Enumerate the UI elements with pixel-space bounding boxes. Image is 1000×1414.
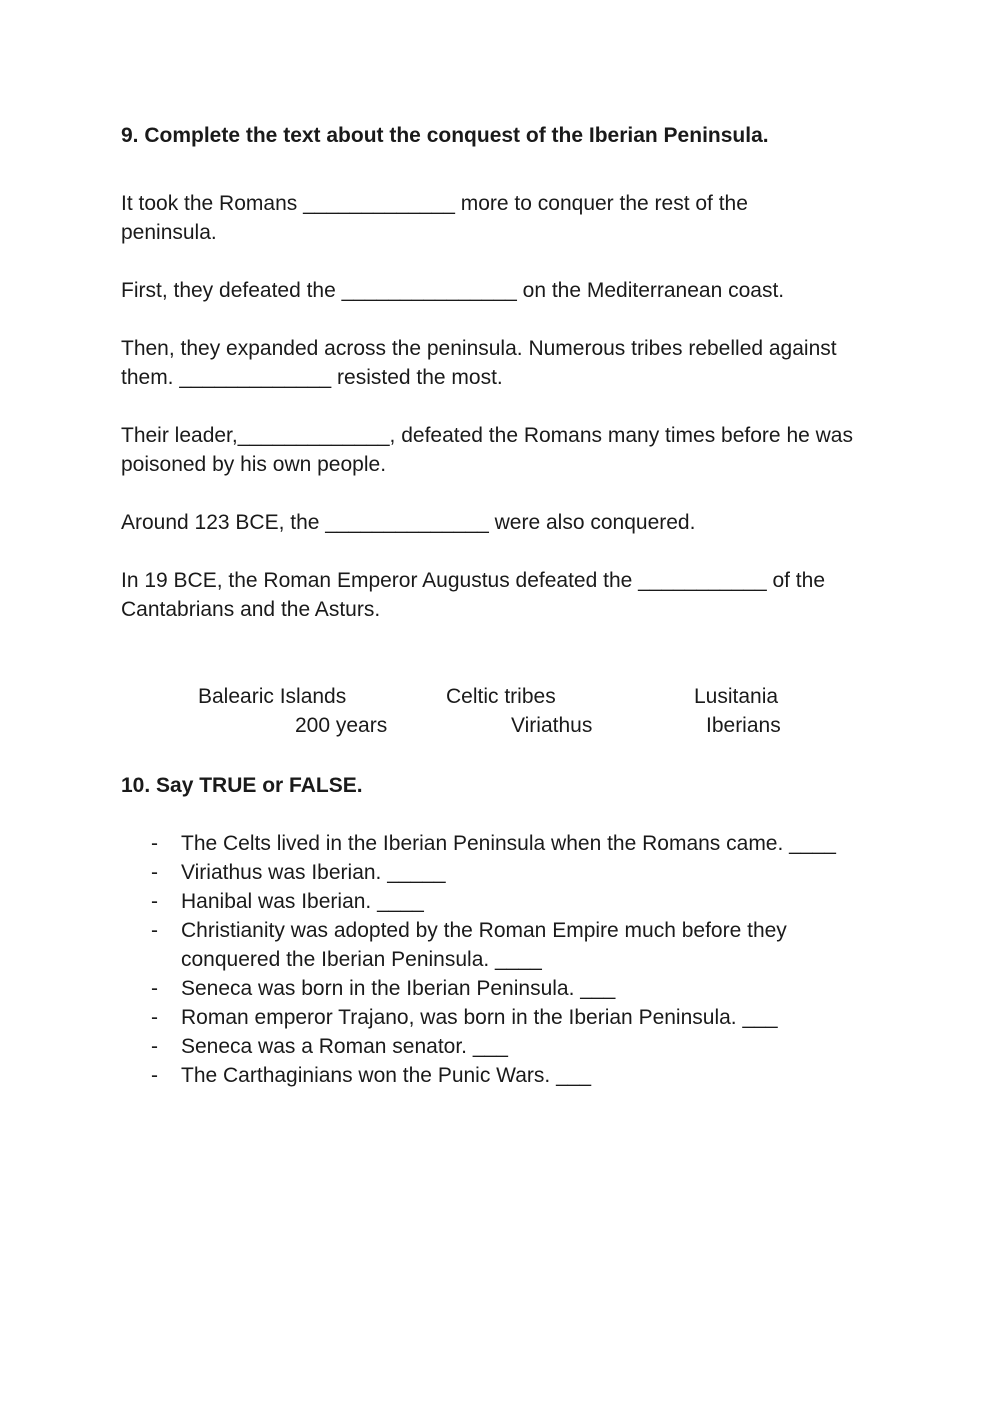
section9-title: 9. Complete the text about the conquest of the Iberian Peninsula.: [121, 124, 769, 147]
word-bank-item: Celtic tribes: [446, 685, 556, 708]
word-bank-item: Lusitania: [694, 685, 779, 708]
section9-sentence-6: In 19 BCE, the Roman Emperor Augustus defeated the ___________ of the Cantabrians and the Asturs.: [121, 569, 825, 621]
word-bank-item: Viriathus: [511, 714, 593, 737]
worksheet-content: [121, 121, 881, 1090]
section9-sentence-3: Then, they expanded across the peninsula. Numerous tribes rebelled against them. _____________ resisted the most.: [121, 337, 837, 389]
word-bank: [121, 682, 881, 742]
true-false-item: - Seneca was born in the Iberian Peninsula. ___: [151, 977, 616, 1000]
section10-title: 10. Say TRUE or FALSE.: [121, 774, 363, 797]
true-false-item: - The Celts lived in the Iberian Peninsula when the Romans came. ____: [151, 832, 836, 855]
true-false-item: - Hanibal was Iberian. ____: [151, 890, 424, 913]
true-false-item: - Roman emperor Trajano, was born in the Iberian Peninsula. ___: [151, 1006, 778, 1029]
section9-sentence-1: It took the Romans _____________ more to conquer the rest of the peninsula.: [121, 192, 748, 244]
true-false-item: - Seneca was a Roman senator. ___: [151, 1035, 508, 1058]
section9-sentence-5: Around 123 BCE, the ______________ were also conquered.: [121, 511, 696, 534]
section9-sentence-2: First, they defeated the _______________ on the Mediterranean coast.: [121, 279, 785, 302]
true-false-list: [121, 829, 881, 1090]
true-false-item: - Christianity was adopted by the Roman Empire much before they conquered the Iberian Peninsula. ____: [151, 919, 787, 971]
word-bank-item: Balearic Islands: [198, 685, 347, 708]
word-bank-item: Iberians: [706, 714, 781, 737]
true-false-item: - Viriathus was Iberian. _____: [151, 861, 446, 884]
section9-sentence-4: Their leader,_____________, defeated the Romans many times before he was poisoned by his own people.: [121, 424, 853, 476]
word-bank-item: 200 years: [295, 714, 388, 737]
true-false-item: - The Carthaginians won the Punic Wars. ___: [151, 1064, 592, 1087]
